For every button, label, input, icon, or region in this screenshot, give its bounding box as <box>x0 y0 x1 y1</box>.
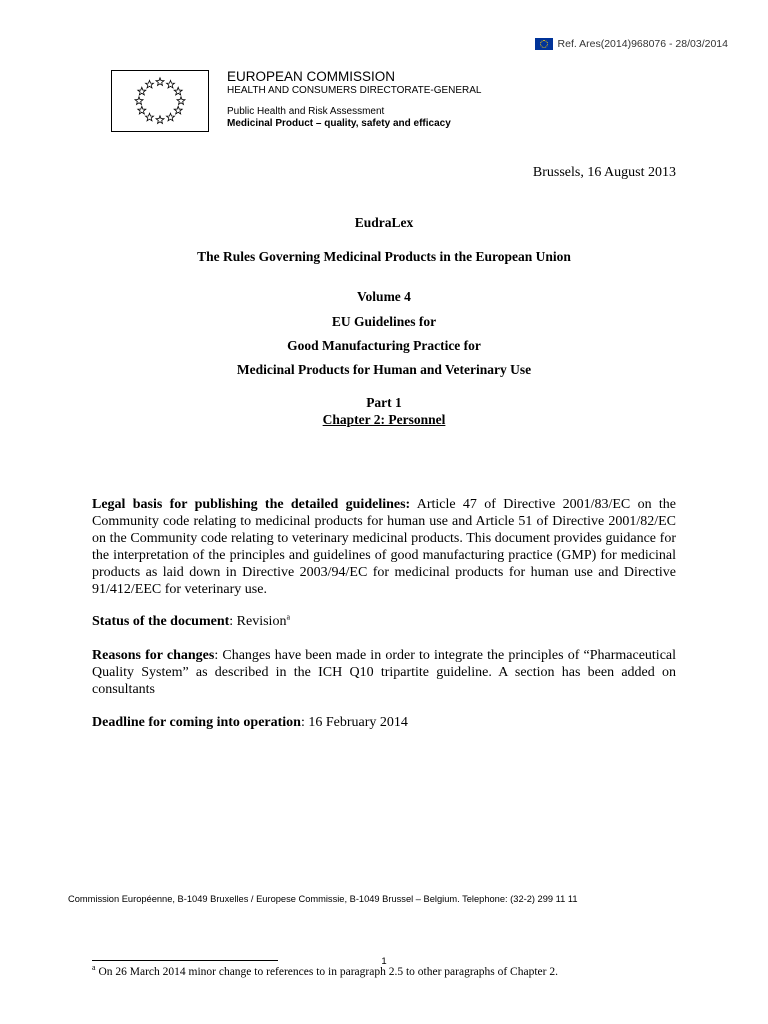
status-label: Status of the document <box>92 614 230 629</box>
eu-flag-icon <box>535 38 553 50</box>
deadline-label: Deadline for coming into operation <box>92 715 301 730</box>
directorate-name: HEALTH AND CONSUMERS DIRECTORATE-GENERAL <box>227 85 482 96</box>
logo-star <box>167 80 175 88</box>
title-chapter: Chapter 2: Personnel <box>322 412 446 427</box>
deadline-text: : 16 February 2014 <box>300 715 408 730</box>
status-value: Revision <box>236 614 287 629</box>
title-part: Part 1 <box>366 395 402 410</box>
document-date: Brussels, 16 August 2013 <box>532 165 676 180</box>
page-number: 1 <box>381 956 387 967</box>
eu-stars-icon <box>112 71 208 131</box>
logo-star <box>177 97 185 105</box>
logo-star <box>146 113 154 121</box>
logo-star <box>146 80 154 88</box>
reasons-text: : Changes have been made in order to integrate the principles of “Pharmaceutical Quality System” as described in the ICH Q10 tripartite guideline. A section has been added on consultants <box>92 648 677 697</box>
footer-address: Commission Européenne, B-1049 Bruxelles / Europese Commissie, B-1049 Brussel – Belgium. Telephone: (32-2) 299 11 11 <box>68 894 578 904</box>
unit-subtitle: Medicinal Product – quality, safety and efficacy <box>227 118 451 129</box>
title-products: Medicinal Products for Human and Veterinary Use <box>236 362 532 377</box>
logo-star <box>174 87 182 95</box>
status-footnote-ref: a <box>286 612 291 622</box>
logo-star <box>138 87 146 95</box>
eu-logo <box>111 70 209 132</box>
reference-stamp <box>535 38 728 50</box>
org-name: EUROPEAN COMMISSION <box>227 69 396 84</box>
footnote <box>92 963 558 978</box>
logo-star <box>156 116 164 124</box>
deadline-paragraph <box>92 714 676 731</box>
reasons-label: Reasons for changes <box>92 648 215 663</box>
status-paragraph: Status of the document: Revision$^a$ <box>92 612 291 629</box>
legal-basis-label: Legal basis for publishing the detailed guidelines: <box>92 497 411 512</box>
title-guidelines: EU Guidelines for <box>331 314 437 329</box>
logo-star <box>138 106 146 114</box>
title-rules: The Rules Governing Medicinal Products in the European Union <box>197 249 571 264</box>
title-eudralex: EudraLex <box>354 215 414 230</box>
header-block <box>227 69 481 130</box>
logo-star <box>174 106 182 114</box>
title-gmp: Good Manufacturing Practice for <box>287 338 481 353</box>
logo-star <box>156 78 164 86</box>
legal-basis-paragraph <box>92 496 676 598</box>
footnote-text: On 26 March 2014 minor change to references to in paragraph 2.5 to other paragraphs of Chapter 2. <box>95 966 558 978</box>
unit-name: Public Health and Risk Assessment <box>227 106 385 117</box>
reference-text: Ref. Ares(2014)968076 - 28/03/2014 <box>557 38 728 50</box>
logo-star <box>135 97 143 105</box>
reasons-paragraph <box>92 647 676 698</box>
legal-basis-text: Article 47 of Directive 2001/83/EC on the Community code relating to medicinal products for human use and Article 51 of Directive 2001/82/EC on the Community code relating to veterinary medicinal products. This document provides guidance for the interpretation of the principles and guidelines of good manufacturing practice (GMP) for medicinal products as laid down in Directive 2003/94/EC for medicinal products for human use and Directive 91/412/EEC for veterinary use. <box>92 497 676 597</box>
title-volume: Volume 4 <box>357 289 411 304</box>
logo-star <box>167 113 175 121</box>
footnote-mark: a <box>92 963 96 973</box>
